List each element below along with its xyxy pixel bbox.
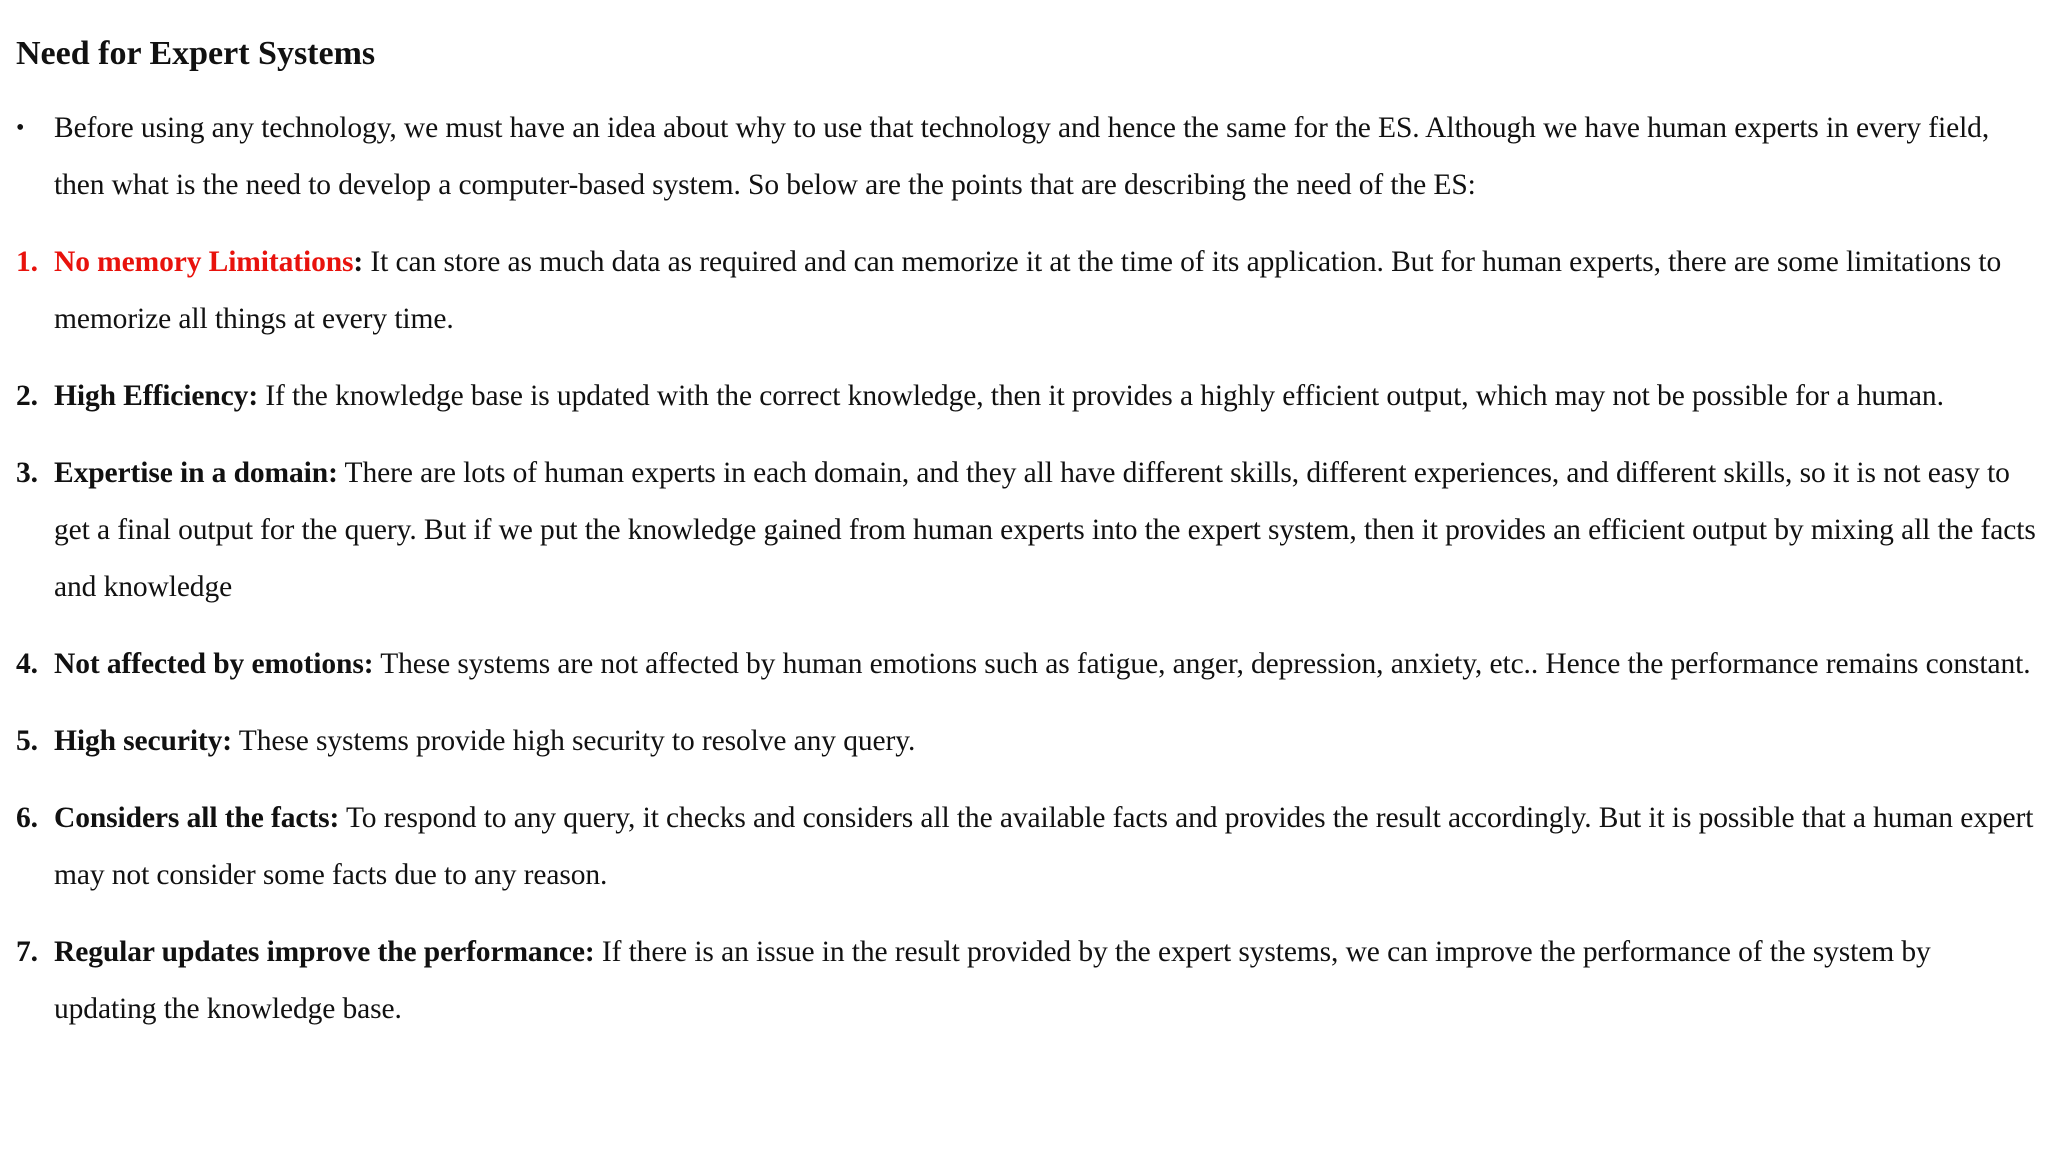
list-item-label: Regular updates improve the performance: <box>54 936 595 968</box>
document <box>16 30 2036 1058</box>
list-item-label: Not affected by emotions: <box>54 648 374 680</box>
list-item-number: 2. <box>16 380 38 412</box>
list-item-label: Expertise in a domain: <box>54 457 338 489</box>
list-item-number: 6. <box>16 802 38 834</box>
page-title: Need for Expert Systems <box>16 35 376 72</box>
list-item-number: 5. <box>16 725 38 757</box>
list-item <box>16 445 2036 616</box>
list-item-number: 3. <box>16 457 38 489</box>
list-item-text: To respond to any query, it checks and considers all the available facts and provides the result accordingly. But it is possible that a human expert may not consider some facts due to any reason. <box>54 802 2034 891</box>
list-item <box>16 636 2036 693</box>
intro-text: Before using any technology, we must have an idea about why to use that technology and hence the same for the ES. Although we have human experts in every field, then what is the need to develop a computer-based system. So below are the points that are describing the need of the ES: <box>54 112 1990 201</box>
list-item-text: If there is an issue in the result provided by the expert systems, we can improve the performance of the system by updating the knowledge base. <box>54 936 1931 1025</box>
list-item-number: 7. <box>16 936 38 968</box>
list-item-label: Considers all the facts: <box>54 802 340 834</box>
list-item <box>16 368 2036 425</box>
bullet-icon: • <box>16 115 25 141</box>
list-item-text: These systems are not affected by human emotions such as fatigue, anger, depression, anxiety, etc.. Hence the performance remains constant. <box>373 648 2031 680</box>
list-item-label: High security: <box>54 725 233 757</box>
list-item-text: It can store as much data as required and can memorize it at the time of its application. But for human experts, there are some limitations to memorize all things at every time. <box>54 246 2002 335</box>
list-item <box>16 790 2036 904</box>
list-item-text: These systems provide high security to resolve any query. <box>232 725 916 757</box>
list-item-number: 4. <box>16 648 38 680</box>
list-item-colon: : <box>353 246 364 278</box>
list-item-text: If the knowledge base is updated with the correct knowledge, then it provides a highly efficient output, which may not be possible for a human. <box>258 380 1944 412</box>
list-item-label: High Efficiency: <box>54 380 259 412</box>
intro-paragraph <box>16 100 2036 214</box>
list-item-number: 1. <box>16 246 38 278</box>
list-item <box>16 234 2036 348</box>
list-item-text: There are lots of human experts in each domain, and they all have different skills, different experiences, and different skills, so it is not easy to get a final output for the query. But if we put the knowledge gained from human experts into the expert system, then it provides an efficient output by mixing all the facts and knowledge <box>54 457 2036 603</box>
list-item <box>16 924 2036 1038</box>
list-item <box>16 713 2036 770</box>
list-item-label: No memory Limitations <box>54 246 354 278</box>
